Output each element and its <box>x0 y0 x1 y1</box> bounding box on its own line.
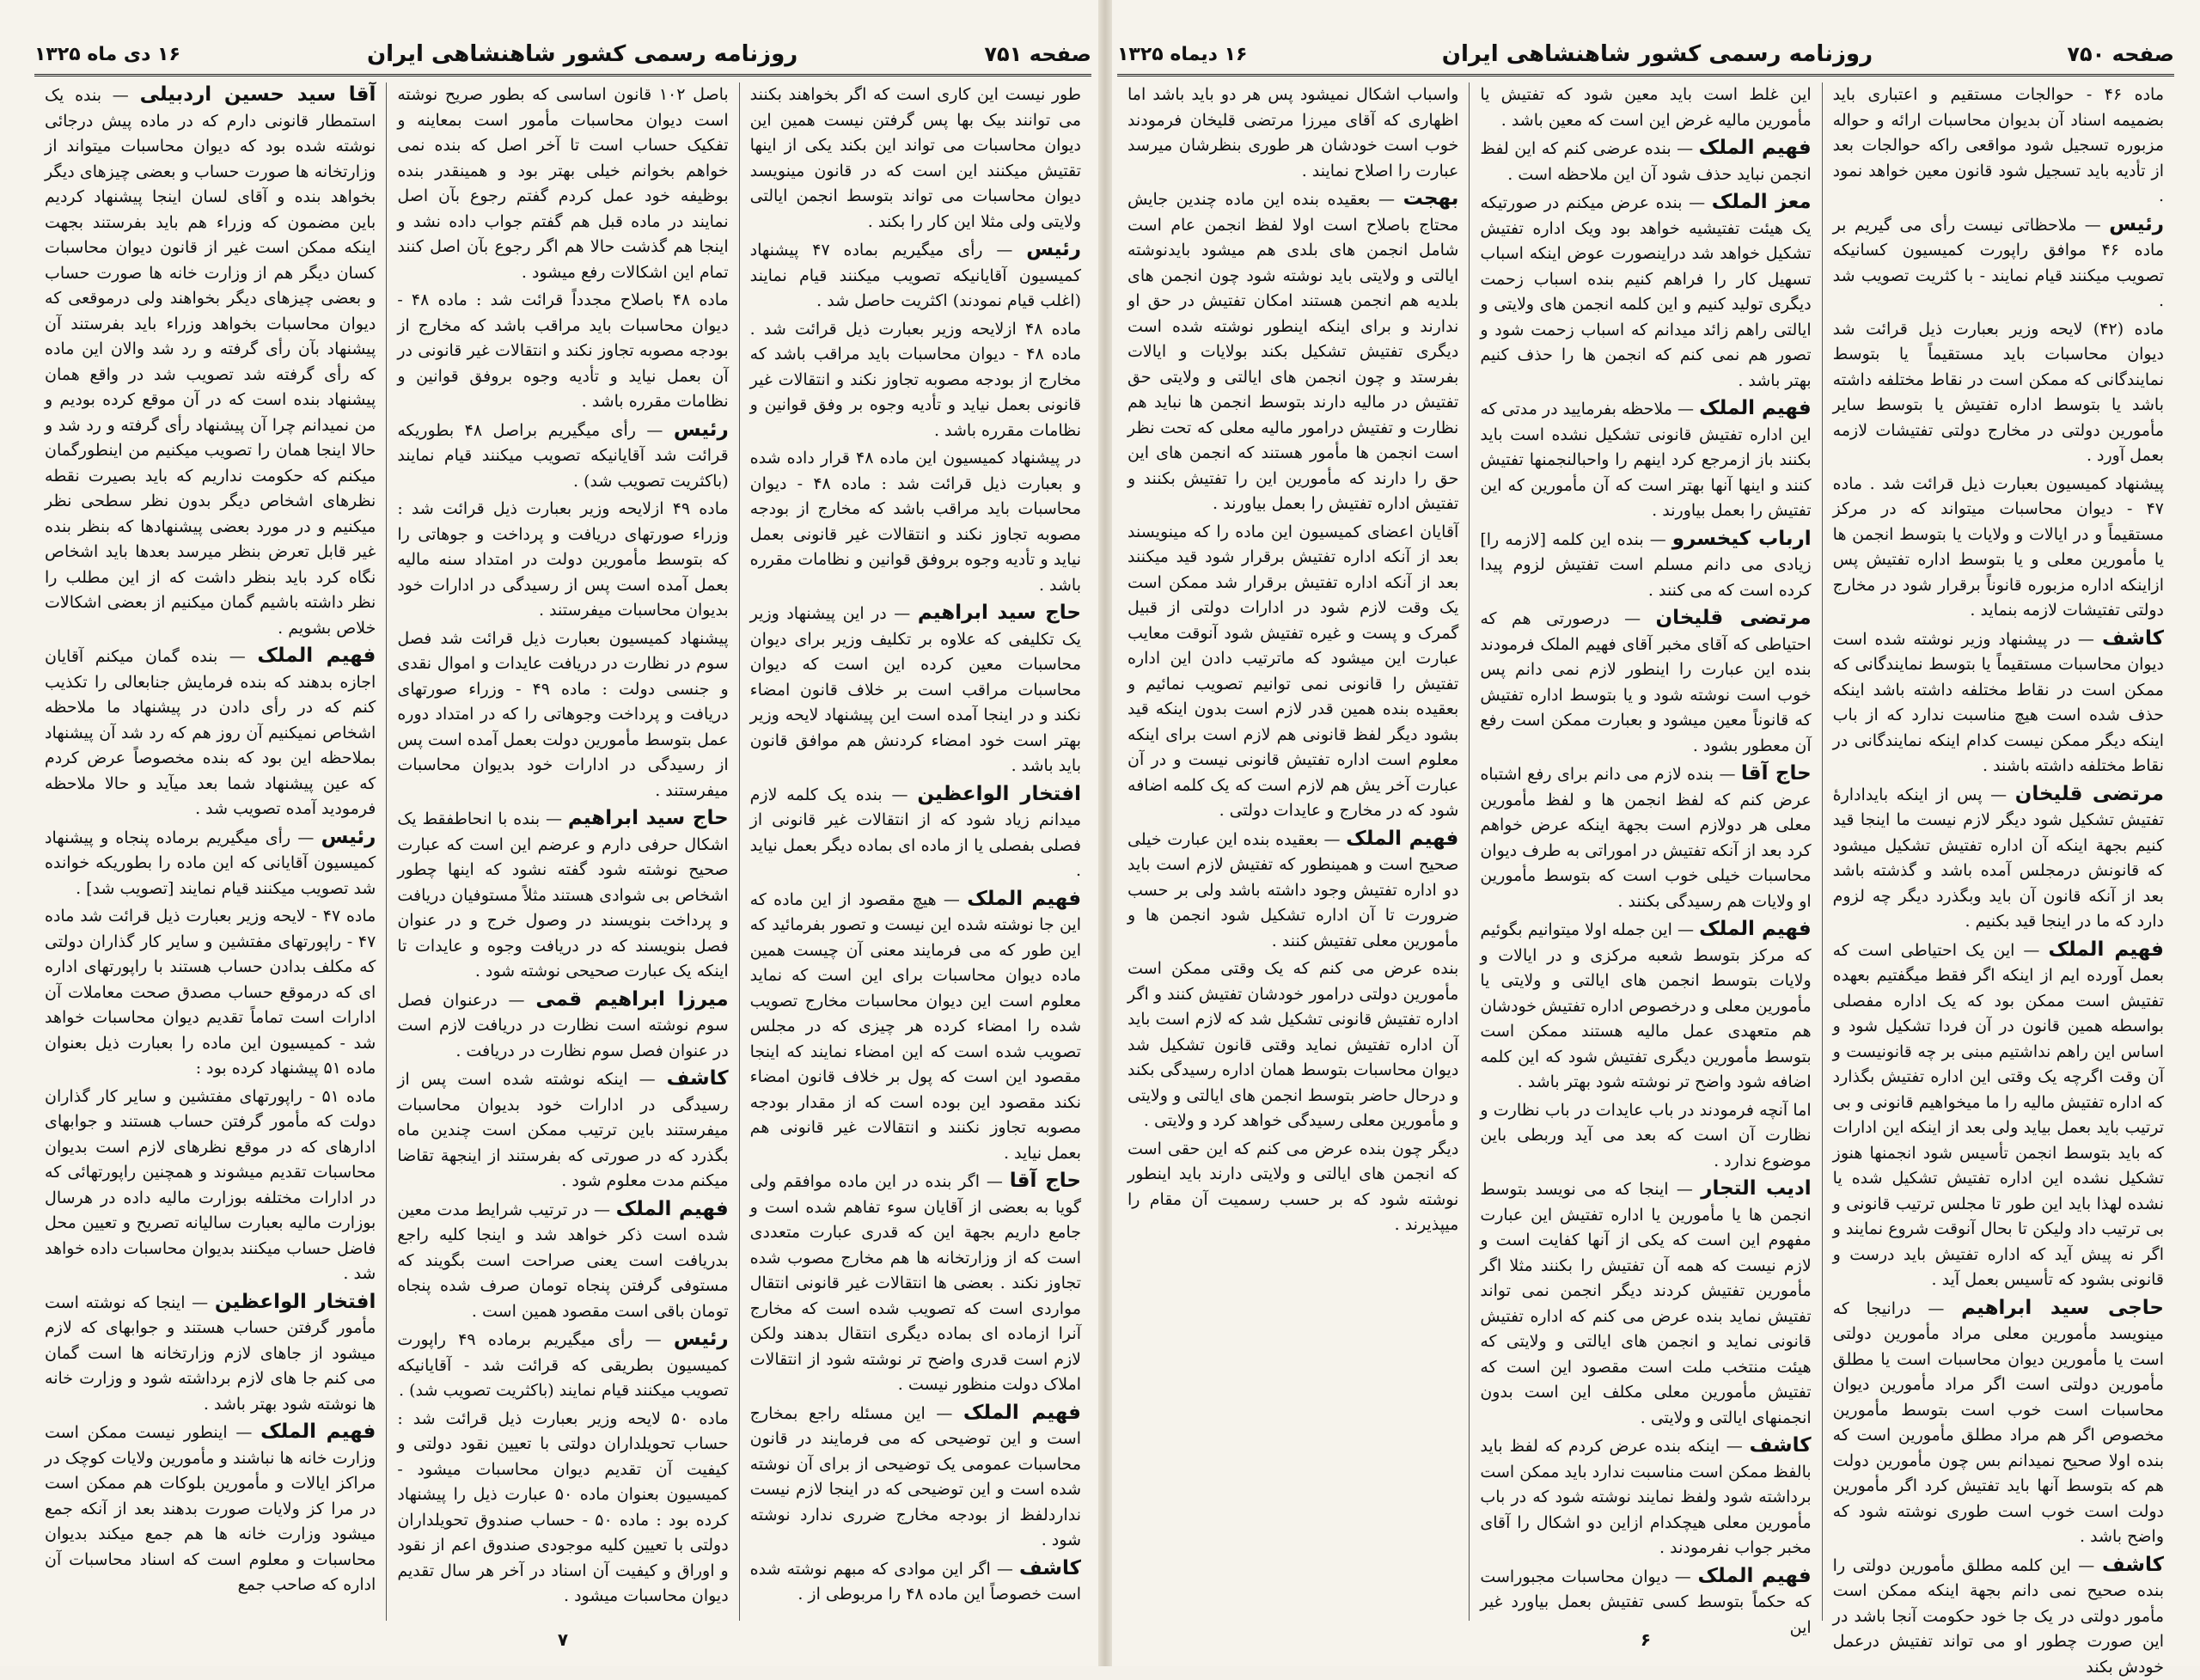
paragraph <box>1480 396 1811 524</box>
speaker-name: فهیم الملک <box>1699 918 1812 940</box>
paragraph-text: — درعنوان فصل سوم نوشته است نظارت در دریافت لازم است در عنوان فصل سوم نظارت در دریافت . <box>397 991 728 1060</box>
speaker-name: فهیم الملک <box>616 1198 729 1220</box>
speaker-name: فهیم الملک <box>2048 938 2164 961</box>
speaker-name: بهجت <box>1403 187 1459 210</box>
paragraph-text: — هیچ مقصود از این ماده که این جا نوشته شده این نیست و تصور بفرمائید که این طور که می فرمایند معنی آن چیست همین ماده دیوان محاسبات برای این است که نماید معلوم است این دیوان محاسبات مخارج تصویب شده را امضاء کرده هر چیزی که در مجلس تصویب شده است که این امضاء نمایند که اینجا مقصود این است که پول بر خلاف قانون امضاء نکند مقصود این بوده است که از مقدار بودجه مصوبه تجاوز نکنند و انتقالات غیر قانونی هم بعمل نیاید . <box>750 890 1081 1163</box>
paragraph <box>397 1066 728 1194</box>
left-columns <box>34 82 1091 1621</box>
paragraph-text: طور نیست این کاری است که اگر بخواهند بکنند می توانند بیک بها پس گرفتن نیست همین این دیوان محاسبات می تواند این بکند یکی از اینها تقتیش میکنند این است که در قانون مینویسد دیوان محاسبات می تواند بتوسط انجمن ایالتی ولایتی ولی مثلا این کار را بکند . <box>750 85 1081 231</box>
speaker-name: حاج آقا <box>1010 1170 1081 1192</box>
paragraph-text: — ملاحظاتی نیست رأی می گیریم بر ماده ۴۶ موافق راپورت کمیسیون کسانیکه تصویب میکنند قیام نمایند - با کثریت تصویب شد . <box>1833 216 2164 311</box>
paragraph-text: — در ترتیب شرایط مدت معین شده است ذکر خواهد شد و اینجا کلیه راجع بدریافت است یعنی صراحت است بگویند که مستوفی گرفتن پنجاه تومان صرف شده پنجاه تومان باقی است مقصود همین است . <box>397 1200 728 1321</box>
speaker-name: فهیم الملک <box>257 645 376 667</box>
speaker-name: ادیب التجار <box>1701 1177 1811 1200</box>
speaker-name: کاشف <box>1019 1557 1081 1579</box>
paragraph-text: در پیشنهاد کمیسیون این ماده ۴۸ قرار داده شده و بعبارت ذیل قرائت شد : ماده ۴۸ - دیوان محاسبات باید مراقب باشد که مخارج از بودجه مصوبه تجاوز نکند و انتقالات غیر قانونی بعمل نیاید و تأدیه وجوه بروفق قوانین و نظامات مقرره باشد . <box>750 449 1081 595</box>
paragraph-text: — بنده لازم می دانم برای رفع اشتباه عرض کنم که لفظ انجمن ها و لفظ مأمورین معلی هر دولازم است بجهة اینکه عرض خواهم کرد بعد از آنکه تفتیش در اموراتی به طرف دیوان محاسبات خیلی خوب است که بتوسط مأمورین او ولایات هم رسیدگی بکنند . <box>1480 765 1811 911</box>
paragraph <box>1128 827 1458 955</box>
speaker-name: حاج سید ابراهیم <box>918 602 1081 624</box>
paragraph <box>1833 626 2164 779</box>
speaker-name: فهیم الملک <box>1697 1565 1811 1587</box>
paragraph <box>397 1407 728 1610</box>
speaker-name: رئیس <box>674 418 729 441</box>
paragraph <box>45 1084 376 1287</box>
paragraph-text: باصل ۱۰۲ قانون اساسی که بطور صریح نوشته است دیوان محاسبات مأمور است بمعاینه و تفکیک حساب است تا آخر اصل که بنده نمی خواهم بخوانم خیلی بهتر بود و همینقدر بنده بوظیفه خود عمل کردم گفتم رجوع بآن اصل نمایند در ماده قبل هم گفتم جواب داده نشد و اینجا هم گذشت حالا هم اگر رجوع بآن اصل کنند تمام این اشکالات رفع میشود . <box>397 85 728 282</box>
paragraph-text: — اینطور نیست ممکن است وزارت خانه ها نباشند و مأمورین ولایات کوچک در مراکز ایالات و مأمورین بلوکات هم ممکن است در مرا کز ولایات صورت بدهند بعد از آنکه جمع میشود وزارت خانه ها هم جمع میکند بدیوان محاسبات و معلوم است که اسناد محاسبات آن اداره که صاحب جمع <box>45 1423 376 1594</box>
paragraph <box>1480 1433 1811 1561</box>
paragraph-text: — ملاحظه بفرمایید در مدتی که این اداره تفتیش قانونی تشکیل نشده است باید بکنند باز ازمرجع کرد اینهم را واحبالنجمنها تفتیش کنند و اینها آنها بهتر است که آن مأمورین که این تفتیش را بعمل بیاورند . <box>1480 400 1811 520</box>
speaker-name: فهیم الملک <box>967 888 1081 910</box>
paragraph <box>1833 938 2164 1293</box>
paragraph <box>750 1556 1081 1608</box>
paragraph <box>45 825 376 902</box>
paragraph <box>1128 956 1458 1134</box>
paragraph <box>397 806 728 985</box>
paragraph-text: ماده ۴۸ ازلایحه وزیر بعبارت ذیل قرائت شد . ماده ۴۸ - دیوان محاسبات باید مراقب باشد که مخارج از بودجه مصوبه تجاوز نکند و انتقالات غیر قانونی بعمل نیاید و تأدیه وجوه بر وفق قوانین و نظامات مقرره باشد . <box>750 320 1081 440</box>
left-masthead <box>34 34 1091 76</box>
paragraph-text: — رأی میگیریم بماده ۴۷ پیشنهاد کمیسیون آقایانیکه تصویب میکنند قیام نمایند (اغلب قیام نمودند) اکثریت حاصل شد . <box>750 241 1081 310</box>
paragraph-text: — بنده با انحاطفقط یک اشکال حرفی دارم و عرضم این است که عبارت صحیح نوشته شود گفته نشود که اینها چطور اشخاص بی شوادی هستند مثلاً مستوفیان دریافت و پرداخت بنویسند در وصول خرج و در عنوان فصل بنویسند که در دریافت وجوه و عایدات تا اینکه یک عبارت صحیحی نوشته شود . <box>397 809 728 981</box>
paragraph <box>1480 761 1811 914</box>
page-gutter <box>1098 0 1112 1666</box>
paragraph-text: — اینکه نوشته شده است پس از رسیدگی در ادارات خود بدیوان محاسبات میفرستند باین ترتیب ممکن است چندین ماه بگذرد که در صورتی که بفرستند از اینجهة تقاضا میکنم مدت معلوم شود . <box>397 1070 728 1190</box>
speaker-name: مرتضی قلیخان <box>1656 607 1812 629</box>
paragraph-text: — اگر این موادی که مبهم نوشته شده است خصوصاً این ماده ۴۸ را مربوطی از . <box>750 1560 1081 1604</box>
speaker-name: رئیس <box>321 826 376 848</box>
speaker-name: مرتضی قلیخان <box>2015 783 2164 805</box>
right-page-label: صفحه ۷۵۰ <box>2067 42 2174 66</box>
paragraph-text: ماده (۴۲) لایحه وزیر بعبارت ذیل قرائت شد دیوان محاسبات باید مستقیماً یا بتوسط نمایندگانی که ممکن است در نقاط مختلفه داشته باشد یا بتوسط اداره تفتیش یا بتوسط سایر مأمورین دولتی در مخارج دولتی تفتیشات لازمه بعمل آورد . <box>1833 320 2164 466</box>
paragraph <box>1128 520 1458 824</box>
paragraph <box>1833 82 2164 210</box>
left-column-2 <box>386 82 738 1621</box>
paragraph-text: — این کلمه مطلق مأمورین دولتی را بنده صحیح نمی دانم بجهة اینکه ممکن است مأمور دولتی در یک جا خود حکومت آنجا باشد در این صورت چطور او می تواند تفتیش درعمل خودش بکند <box>1833 1556 2164 1677</box>
left-page-label: صفحه ۷۵۱ <box>984 42 1091 66</box>
paragraph <box>397 987 728 1065</box>
paragraph-text: — بنده این کلمه [لازمه را] زیادی می دانم مسلم است تفتیش لزوم پیدا کرده است که می کنند . <box>1480 530 1811 600</box>
paragraph <box>397 288 728 415</box>
paragraph <box>750 782 1081 884</box>
right-folio: ۶ <box>1117 1629 2174 1650</box>
paragraph-text: — در پیشنهاد وزیر نوشته شده است دیوان محاسبات مستقیماً یا بتوسط نمایندگانی که ممکن است در نقاط مختلفه داشته باشد اینکه حذف شده است هیچ مناسبت ندارد که از باب اینکه دیگر ممکن نیست کدام اینکه نمایندگانی در نقاط مختلفه داشته باشند . <box>1833 630 2164 776</box>
speaker-name: فهیم الملک <box>963 1402 1081 1424</box>
paragraph <box>1480 527 1811 604</box>
speaker-name: رئیس <box>674 1328 729 1350</box>
paragraph-text: دیگر چون بنده عرض می کنم که این حقی است که انجمن های ایالتی و ولایتی دارند باید اینطور نوشته شود که بر حسب رسمیت آن مقام را میپذیرند . <box>1128 1139 1458 1235</box>
paragraph-text: — اگر بنده در این ماده موافقم ولی گویا به بعضی از آقایان سوء تفاهم شده است و جامع داریم بجهة این که قدری عبارت متعددی است که از وزارتخانه ها هم مخارج مصوب شده تجاوز نکند . بعضی ها انتقالات غیر قانونی انتقال مواردی است که تصویب شده است که مخارج آنرا ازماده ای بماده دیگری انتقال بدهند ولکن لازم است قدری واضح تر نوشته شود از انتقالات املاک دولت منظور نیست . <box>750 1172 1081 1394</box>
paragraph-text: — این مسئله راجع بمخارج است و این توضیحی که می فرمایند در قانون محاسبات عمومی یک توضیحی از برای آن نوشته شده است و این توضیحی که در اینجا لازم نیست نداردلفظ از بودجه مخارج ضرری ندارد نوشته شود . <box>750 1404 1081 1550</box>
paragraph-text: ماده ۵۰ لایحه وزیر بعبارت ذیل قرائت شد : حساب تحویلداران دولتی با تعیین نقود دولتی و کیفیت آن تقدیم دیوان محاسبات میشود - کمیسیون بعنوان ماده ۵۰ عبارت ذیل را پیشنهاد کرده بود : ماده ۵۰ - حساب صندوق تحویلداران دولتی با تعیین کلیه موجودی صندوق اعم از نقود و اوراق و کیفیت آن اسناد در آخر هر سال تقدیم دیوان محاسبات میشود . <box>397 1409 728 1606</box>
paragraph-text: — اینجا که می نویسد بتوسط انجمن ها یا مأمورین یا اداره تفتیش این عبارت مفهوم این است که یکی از آنها کفایت است و لازم نیست که همه آن تفتیش را بکنند مثلا اگر مأمورین تفتیش کردند دیگر انجمن نمی تواند تفتیش نماید بنده عرض می کنم که اداره تفتیش قانونی نماید و انجمن های ایالتی و ولایتی که هیئت منتخب ملت است مقصود این است که تفتیش مأمورین معلی مکلف این است بدون انجمنهای ایالتی و ولایتی . <box>1480 1180 1811 1427</box>
paragraph <box>397 1327 728 1404</box>
right-column-3 <box>1117 82 1469 1621</box>
speaker-name: حاج آقا <box>1741 762 1812 785</box>
speaker-name: کاشف <box>2102 1554 2164 1576</box>
paragraph-text: — بنده یک کلمه لازم میدانم زیاد شود که از انتقالات غیر قانونی از فصلی بفصلی یا از ماده ای بماده دیگر بعمل نیاید . <box>750 785 1081 881</box>
left-issue-date: ۱۶ دی ماه ۱۳۲۵ <box>34 44 180 65</box>
paragraph-text: — دیوان محاسبات مجبوراست که حکماً بتوسط کسی تفتیش بعمل بیاورد غیر این <box>1480 1567 1811 1637</box>
speaker-name: رئیس <box>2109 213 2164 235</box>
paragraph <box>750 82 1081 235</box>
paragraph <box>750 1169 1081 1398</box>
speaker-name: کاشف <box>2102 627 2164 650</box>
paragraph <box>1128 82 1458 184</box>
paragraph-text: این غلط است باید معین شود که تفتیش یا مأمورین مالیه غرض این است که معین باشد . <box>1480 85 1811 130</box>
paragraph <box>1833 782 2164 935</box>
left-page <box>34 34 1091 1650</box>
paragraph <box>1833 1296 2164 1550</box>
paragraph <box>1833 1553 2164 1680</box>
paragraph <box>397 497 728 624</box>
paragraph <box>1128 186 1458 517</box>
paragraph-text: ماده ۴۶ - حوالجات مستقیم و اعتباری باید بضمیمه اسناد آن بدیوان محاسبات ارائه و حواله مزبوره تسجیل شود مواقعی راکه حوالجات بعد از تأدیه باید تسجیل شود قانون معین خواهد نمود . <box>1833 85 2164 205</box>
paragraph-text: — اینکه بنده عرض کردم که لفظ باید بالفظ ممکن است مناسبت ندارد باید ممکن است برداشته شود ولفظ نمایند نوشته شود که در باب مأمورین معلی هیچکدام ازاین دو اشکال را آقای مخبر جواب نفرمودند . <box>1480 1437 1811 1557</box>
speaker-name: رئیس <box>1026 238 1081 260</box>
paragraph <box>45 82 376 641</box>
paragraph <box>750 237 1081 315</box>
paragraph <box>1833 317 2164 469</box>
paragraph <box>397 418 728 495</box>
paragraph-text: — بنده عرضی کنم که این لفظ انجمن نباید حذف شود آن این ملاحظه است . <box>1480 139 1811 184</box>
speaker-name: آقا سید حسین اردبیلی <box>140 83 376 106</box>
paragraph <box>1833 472 2164 624</box>
paragraph-text: — بنده عرض میکنم در صورتیکه یک هیئت تفتیشیه خواهد بود ویک اداره تفتیش تشکیل خواهد شد دراینصورت عوض اینکه اسباب تسهیل کار را فراهم کنیم بنده اسباب زحمت دیگری تولید کنیم و این کلمه انجمن های ولایتی و ایالتی راهم زائد میدانم که اسباب زحمت شود و تصور هم نمی کنم که انجمن ها را حذف کنیم بهتر باشد . <box>1480 193 1811 390</box>
left-folio: ۷ <box>34 1629 1091 1650</box>
paragraph-text: — اینجا که نوشته است مأمور گرفتن حساب هستند و جوابهای که لازم میشود از جاهای لازم وزارتخانه ها است گمان می کنم جا های لازم برداشته شود و وزارت خانه ها نوشته شود بهتر باشد . <box>45 1293 376 1414</box>
right-page <box>1117 34 2174 1650</box>
paragraph <box>750 887 1081 1167</box>
right-masthead <box>1117 34 2174 76</box>
paragraph <box>397 1197 728 1325</box>
paragraph <box>1480 606 1811 759</box>
paragraph <box>397 626 728 804</box>
paragraph <box>1480 1098 1811 1175</box>
paragraph-text: ماده ۴۹ ازلایحه وزیر بعبارت ذیل قرائت شد : وزراء صورتهای دریافت و پرداخت و جوهاتی را که بتوسط مأمورین دولت در امتداد سنه مالیه بعمل آمده است پس از رسیدگی در ادارات خود بدیوان محاسبات میفرستند . <box>397 499 728 620</box>
speaker-name: حاجی سید ابراهیم <box>1961 1297 2164 1319</box>
paragraph-text: اما آنچه فرمودند در باب عایدات در باب نظارت و نظارت آن است که بعد می آید وربطی باین موضوع ندارد . <box>1480 1101 1811 1170</box>
right-newspaper-title: روزنامه رسمی کشور شاهنشاهی ایران <box>1442 41 1873 67</box>
speaker-name: فهیم الملک <box>1346 828 1458 850</box>
paragraph-text: واسباب اشکال نمیشود پس هر دو باید باشد اما اظهاری که آقای میرزا مرتضی قلیخان فرمودند خوب است خودشان هر طوری بنظرشان میرسد عبارت را اصلاح نمایند . <box>1128 85 1458 180</box>
speaker-name: افتخار الواعظین <box>917 783 1081 805</box>
paragraph <box>397 82 728 285</box>
paragraph <box>45 1420 376 1598</box>
paragraph <box>45 1290 376 1418</box>
paragraph <box>750 1401 1081 1554</box>
paragraph-text: — رأی میگیریم برماده ۴۹ راپورت کمیسیون بطریقی که قرائت شد - آقایانیکه تصویب میکنند قیام نمایند (باکثریت تصویب شد) . <box>397 1330 728 1400</box>
paragraph-text: پیشنهاد کمیسیون بعبارت ذیل قرائت شد . ماده ۴۷ - دیوان محاسبات میتواند که در مرکز مستقیماً و در ایالات و ولایات یا بتوسط انجمن ها یا مأمورین معلی و یا بتوسط اداره تفتیش پس ازاینکه اداره مزبوره قانوناً برقرار شود در مخارج دولتی تفتیشات لازمه بنماید . <box>1833 474 2164 620</box>
paragraph <box>1128 1137 1458 1238</box>
paragraph-text: — در این پیشنهاد وزیر یک تکلیفی که علاوه بر تکلیف وزیر برای دیوان محاسبات معین کرده این است که دیوان محاسبات مراقب است بر خلاف قانون امضاء نکند و در اینجا آمده است این پیشنهاد لایحه وزیر بهتر است خود امضاء کردنش هم موافق قانون باید باشد . <box>750 604 1081 775</box>
paragraph <box>1480 1176 1811 1431</box>
left-column-1 <box>739 82 1091 1621</box>
left-column-3 <box>34 82 386 1621</box>
paragraph-text: آقایان اعضای کمیسیون این ماده را که مینویسند بعد از آنکه اداره تفتیش برقرار شود قید میکنند بعد از آنکه اداره تفتیش برقرار شد ممکن است یک وقت لازم شود در ادارات دولتی از قبیل گمرک و پست و غیره تفتیش شود آنوقت معایب عبارت این میشود که ماترتیب دادن این اداره تفتیش را قانونی نمی توانیم تصویب نمائیم و بعقیده بنده همین قدر لازم است بدون اینکه قید بشود دیگر لفظ قانونی هم لازم است برای اینکه معلوم است اداره تفتیش قانونی نیست و در آن عبارت آخر یش هم لازم است که یک کلمه اضافه شود که در مخارج و عایدات دولتی . <box>1128 522 1458 821</box>
speaker-name: کاشف <box>667 1067 729 1090</box>
paragraph-text: — بعقیده بنده این ماده چندین جایش محتاج باصلاح است اولا لفظ انجمن عام است شامل انجمن های بلدی هم میشود بایدنوشته ایالتی و ولایتی باید نوشته شود چون انجمن های بلدیه هم انجمن هستند امکان تفتیش در حق او ندارند و برای اینکه اینطور نوشته شده است دیگری تفتیش تشکیل بکند بولایات و ایالات بفرستد و چون انجمن های ایالتی و ولایتی حق تفتیش در مالیه دارند بتوسط انجمن ها نباید هم نظارت و تفتیش درامور مالیه معلی که تحت نظر است انجمن ها مأمور هستند که انجمن های این حق را دارند که مأمورین این را تفتیش بکنند و تفتیش اداره تفتیش را بعمل بیاورند . <box>1128 190 1458 513</box>
speaker-name: ارباب کیخسرو <box>1672 528 1812 550</box>
paragraph-text: — رأی میگیریم برماده پنجاه و پیشنهاد کمیسیون آقایانی که این ماده را بطوریکه خوانده شد تصویب میکنند قیام نمایند [تصویب شد] . <box>45 828 376 898</box>
paragraph-text: — بنده گمان میکنم آقایان اجازه بدهند که بنده فرمایش جنابعالی را تکذیب کنم که در رأی دادن در پیشنهاد ما ملاحظه اشخاص نمیکنیم آن روز هم که رد شد آن پیشنهاد بملاحظه این بود که بنده مخصوصاً عرض کردم که عین پیشنهاد شما بعد میآید و حالا ملاحظه فرمودید آمده تصویب شد . <box>45 647 376 818</box>
paragraph-text: — این یک احتیاطی است که بعمل آورده ایم از اینکه اگر فقط میگفتیم بعهده تفتیش است ممکن بود که یک اداره مفصلی بواسطه همین قانون در آن فردا تشکیل شود و اساس این راهم نداشتیم مبنی بر چه قانونیست و آن وقت اگرچه یک وقتی این اداره تفتیش بگذارد که اداره تفتیش مالیه را ما میخواهیم قانونی و بی ترتیب باید بعمل بیاید ولی بعد از اینکه این ادارات که باید بتوسط انجمن تأسیس شود انجمنها هنوز تشکیل نشده این اداره تفتیش تشکیل شده یا نشده لهذا باید این طور تا مجلس ترتیب قانونی و بی ترتیب داد ولیکن تا بحال آنوقت شروع نمایند و اگر نه پیش آید که اداره تفتیش باید درست و قانونی بشود که تأسیس بعمل آید . <box>1833 941 2164 1290</box>
paragraph <box>750 446 1081 598</box>
paragraph-text: — درانیجا که مینویسد مأمورین معلی مراد مأمورین دولتی است یا مأمورین دیوان محاسبات است یا مطلق مأمورین دولتی است اگر مراد مأمورین دیوان محاسبات است خوب است بتوسط مأمورین مخصوص اگر هم مراد مطلق مأمورین است که بنده اولا صحیح نمیدانم بس چون مأمورین دولت هم که بتوسط آنها باید تفتیش کرد اگر مأمورین دولت است خوب است طوری نوشته شود که واضح باشد . <box>1833 1299 2164 1547</box>
speaker-name: حاج سید ابراهیم <box>568 807 729 829</box>
speaker-name: کاشف <box>1750 1434 1812 1457</box>
paragraph <box>1480 82 1811 133</box>
speaker-name: فهیم الملک <box>1699 137 1812 159</box>
paragraph-text: ماده ۴۷ - لایحه وزیر بعبارت ذیل قرائت شد ماده ۴۷ - راپورتهای مفتشین و سایر کار گذاران دولتی که مکلف بدادن حساب هستند با راپورتهای اداره ای که درموقع حساب مصدق صحت معاملات آن ادارات است تماماً تقدیم دیوان محاسبات خواهد شد - کمیسیون این ماده را بعبارت ذیل بعنوان ماده ۵۱ پیشنهاد کرده بود : <box>45 907 376 1078</box>
paragraph <box>1833 212 2164 315</box>
left-newspaper-title: روزنامه رسمی کشور شاهنشاهی ایران <box>367 41 798 67</box>
paragraph-text: — پس از اینکه بایدادارهٔ تفتیش تشکیل شود دیگر لازم نیست ما اینجا قید کنیم بجهة اینکه آن اداره تفتیش تشکیل میشود که قانونش درمجلس آمده باشد و گذشته باشد بعد از آنکه قانون آن باید وبگذرد دیگر چه لزوم دارد که ما در اینجا قید بکنیم . <box>1833 785 2164 932</box>
paragraph <box>45 644 376 822</box>
paragraph-text: — درصورتی هم که احتیاطی که آقای مخبر آقای فهیم الملک فرمودند بنده این عبارت را اینطور لازم نمی دانم پس خوب است نوشته شود و یا بتوسط اداره تفتیش که قانوناً معین میشود و بعبارت ممکن است رفع آن معطور بشود . <box>1480 609 1811 755</box>
speaker-name: افتخار الواعظین <box>215 1291 376 1313</box>
paragraph <box>1480 917 1811 1096</box>
paragraph-text: ماده ۵۱ - راپورتهای مفتشین و سایر کار گذاران دولت که مأمور گرفتن حساب هستند و جوابهای ادارهای که در موقع نظرهای لازم است بدیوان محاسبات تقدیم میشوند و همچنین راپورتهائی که در ادارات مختلفه بوزارت مالیه داده در هرسال بوزارت مالیه بعبارت سالیانه تصریح و تعیین محل فاضل حساب میکنند بدیوان محاسبات داده خواهد شد . <box>45 1087 376 1284</box>
paragraph-text: — بعقیده بنده این عبارت خیلی صحیح است و همینطور که تفتیش لازم است باید دو اداره تفتیش وجود داشته باشد ولی بر حسب ضرورت تا آن اداره تشکیل شود انجمن ها و مأمورین معلی تفتیش کنند . <box>1128 830 1458 950</box>
paragraph-text: — این جمله اولا میتوانیم بگوئیم که مرکز بتوسط شعبه مرکزی و در ایالات و ولایات بتوسط انجمن های ایالتی و ولایتی یا مأمورین معلی و درخصوص اداره تفتیش خودشان هم متعهدی عمل مالیه هستند ممکن است بتوسط مأمورین دیگری تفتیش شود که این کلمه اضافه شود واضح تر نوشته شود بهتر باشد . <box>1480 920 1811 1091</box>
paragraph-text: پیشنهاد کمیسیون بعبارت ذیل قرائت شد فصل سوم در نظارت در دریافت عایدات و اموال نقدی و جنسی دولت : ماده ۴۹ - وزراء صورتهای دریافت و پرداخت وجوهاتی را که در امتداد دوره عمل بتوسط مأمورین دولت بعمل آمده است پس از رسیدگی در ادارات خود بدیوان محاسبات میفرستند . <box>397 629 728 800</box>
speaker-name: فهیم الملک <box>260 1420 376 1443</box>
paragraph-text: بنده عرض می کنم که یک وقتی ممکن است مأمورین دولتی درامور خودشان تفتیش کنند و اگر اداره تفتیش قانونی تشکیل شد که لازم است باید آن اداره تفتیش نماید وقتی قانون تشکیل شد دیوان محاسبات بتوسط همان اداره رسیدگی بکند و درحال حاضر بتوسط انجمن های ایالتی و ولایتی و مأمورین معلی رسیدگی خواهد کرد و ولایتی . <box>1128 959 1458 1130</box>
right-issue-date: ۱۶ دیماه ۱۳۲۵ <box>1117 44 1247 65</box>
paragraph <box>45 904 376 1082</box>
right-columns <box>1117 82 2174 1621</box>
speaker-name: میرزا ابراهیم قمی <box>535 988 728 1011</box>
speaker-name: معز الملک <box>1712 191 1812 213</box>
paragraph <box>1480 190 1811 394</box>
speaker-name: فهیم الملک <box>1699 397 1812 419</box>
paragraph-text: — بنده یک استمطار قانونی دارم که در ماده پیش درجائی نوشته شده بود که دیوان محاسبات میتواند از وزارتخانه ها صورت حساب و بعضی چیزهای دیگر بخواهد بنده و آقای لسان اینجا پیشنهاد کردیم باین مضمون که وزراء هم باید بفرستند بجهت اینکه ممکن است غیر از قانون دیوان محاسبات کسان دیگر هم از وزارت خانه ها صورت حساب و بعضی چیزهای دیگر بخواهند ولی درموقعی که دیوان محاسبات بخواهد وزراء باید بفرستند آن پیشنهاد بآن رأی گرفته و رد شد والان این ماده که رأی گرفته شد تصویب شد در واقع همان پیشنهاد بنده است که در آن موقع کرده بودیم و من نمیدانم چرا آن پیشنهاد رأی گرفته و رد شد و حالا اینجا همان را تصویب میکنیم من اینطورگمان میکنم که حکومت نداریم که باید بصیرت نقطه نظرهای اشخاص دیگر بدون نظر سطحی نظر میکنیم و در مورد بعضی پیشنهادها که بنظر بنده غیر قابل تعرض بنظر میرسد بعدها باید اشخاص نگاه کرد باید بنظر داشت که از این مطلب را نظر داشته باشیم گمان میکنیم از بعضی اشکالات خلاص بشویم . <box>45 86 376 638</box>
paragraph <box>750 601 1081 779</box>
paragraph-text: ماده ۴۸ باصلاح مجدداً قرائت شد : ماده ۴۸ - دیوان محاسبات باید مراقب باشد که مخارج از بودجه مصوبه تجاوز نکند و انتقالات غیر قانونی در آن بعمل نیاید و تأدیه وجوه بروفق قوانین و نظامات مقرره باشد . <box>397 290 728 411</box>
paragraph-text: — رأی میگیریم براصل ۴۸ بطوریکه قرائت شد آقایانیکه تصویب میکنند قیام نمایند (باکثریت تصویب شد) . <box>397 421 728 491</box>
right-column-2 <box>1469 82 1821 1621</box>
paragraph <box>750 317 1081 444</box>
paragraph <box>1480 136 1811 187</box>
right-column-1 <box>1822 82 2174 1621</box>
